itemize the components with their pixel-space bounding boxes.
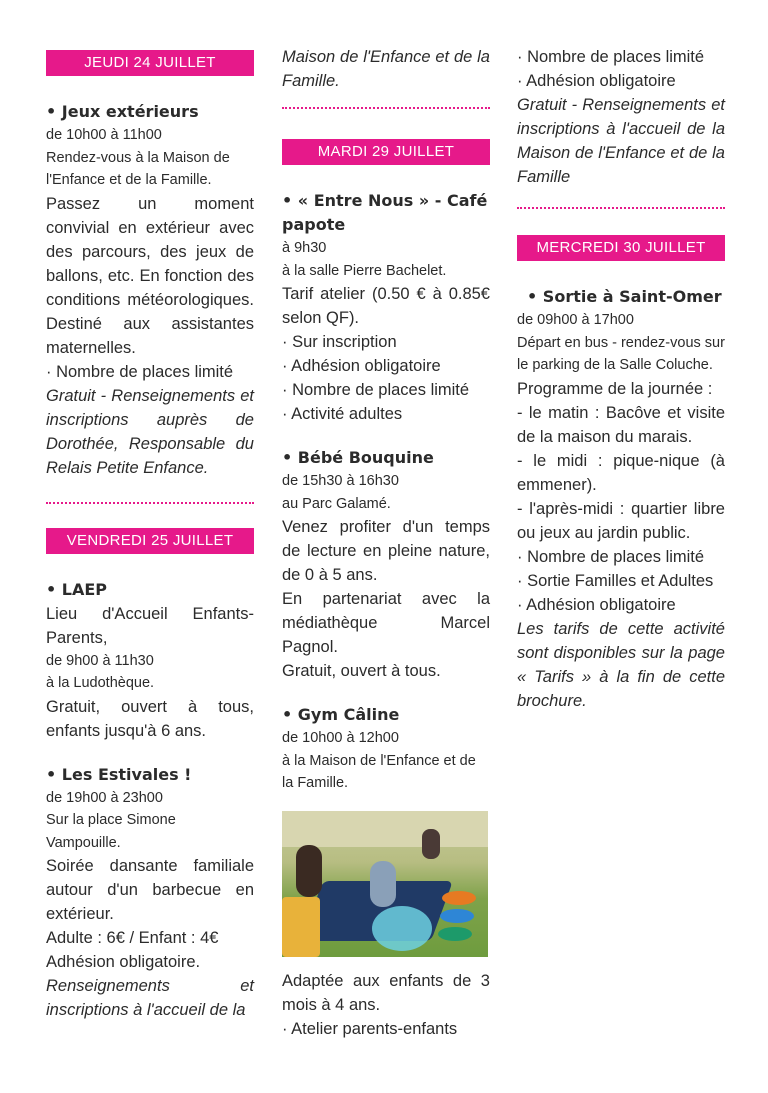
column-2	[282, 0, 490, 1041]
column-1	[46, 0, 254, 1022]
event-description: Soirée dansante familiale autour d'un barbecue en extérieur.	[46, 857, 254, 923]
event-description: Passez un moment convivial en extérieur avec des parcours, des jeux de ballons, etc. En fonction des conditions météorologiques. Destiné aux assistantes maternelles.	[46, 194, 254, 357]
event-time: de 10h00 à 12h00	[282, 730, 399, 746]
event-description: Venez profiter d'un temps de lecture en pleine nature, de 0 à 5 ans.	[282, 518, 490, 584]
event-place: à la Maison de l'Enfance et de la Famille.	[282, 752, 476, 791]
event-place: Rendez-vous à la Maison de l'Enfance et de la Famille.	[46, 149, 230, 188]
program-item: - le matin : Bacôve et visite de la maison du marais.	[517, 403, 725, 446]
event-bullet: · Nombre de places limité	[282, 381, 470, 399]
event-title: • Sortie à Saint-Omer	[527, 287, 722, 306]
event-time: de 10h00 à 11h00	[46, 127, 162, 143]
event-bullet: · Activité adultes	[282, 405, 403, 423]
event-time: de 19h00 à 23h00	[46, 789, 163, 806]
event-time: de 09h00 à 17h00	[517, 312, 634, 328]
event-title: • LAEP	[46, 579, 108, 599]
event-bullet: · Atelier parents-enfants	[282, 1019, 458, 1038]
event-description: Gratuit, ouvert à tous.	[282, 662, 441, 680]
event-bullet: · Adhésion obligatoire	[517, 595, 676, 614]
event-subtitle: Lieu d'Accueil Enfants-Parents,	[46, 604, 254, 647]
event-time: de 9h00 à 11h30	[46, 652, 154, 669]
event-bullet: · Adhésion obligatoire	[517, 72, 676, 90]
event-note: Renseignements et inscriptions à l'accueil de la	[46, 977, 254, 1019]
event-time: de 15h30 à 16h30	[282, 473, 399, 489]
column-3	[517, 0, 725, 713]
event-title: • Les Estivales !	[46, 764, 192, 784]
event-price: Adulte : 6€ / Enfant : 4€	[46, 929, 219, 947]
day-header-mercredi: MERCREDI 30 JUILLET	[517, 235, 725, 261]
event-title: • Bébé Bouquine	[282, 448, 434, 467]
event-bullet: · Nombre de places limité	[46, 362, 234, 381]
continued-text: Maison de l'Enfance et de la Famille.	[282, 48, 490, 90]
event-note: Gratuit - Renseignements et inscriptions auprès de Dorothée, Responsable du Relais Petite Enfance.	[46, 386, 254, 477]
program-heading: Programme de la journée :	[517, 379, 713, 398]
event-bullet: · Adhésion obligatoire	[282, 357, 441, 375]
day-header-vendredi: VENDREDI 25 JUILLET	[46, 528, 254, 554]
day-header-jeudi: JEUDI 24 JUILLET	[46, 50, 254, 76]
event-description: En partenariat avec la médiathèque Marcel Pagnol.	[282, 590, 490, 656]
day-header-mardi: MARDI 29 JUILLET	[282, 139, 490, 165]
event-title: • Gym Câline	[282, 705, 400, 724]
event-title: • « Entre Nous » - Café papote	[282, 191, 488, 234]
event-place: au Parc Galamé.	[282, 495, 391, 512]
event-bullet: · Sur inscription	[282, 333, 397, 351]
event-time: à 9h30	[282, 240, 327, 256]
program-item: - l'après-midi : quartier libre ou jeux au jardin public.	[517, 499, 725, 542]
event-bullet: · Nombre de places limité	[517, 547, 705, 566]
event-title: • Jeux extérieurs	[46, 102, 199, 121]
event-place: Départ en bus - rendez-vous sur le parking de la Salle Coluche.	[517, 334, 725, 373]
event-adhesion: Adhésion obligatoire.	[46, 953, 201, 971]
event-description: Gratuit, ouvert à tous, enfants jusqu'à 6 ans.	[46, 697, 254, 740]
event-description: Tarif atelier (0.50 € à 0.85€ selon QF).	[282, 285, 490, 327]
event-description: Adaptée aux enfants de 3 mois à 4 ans.	[282, 971, 490, 1014]
event-place: à la salle Pierre Bachelet.	[282, 262, 447, 279]
program-item: - le midi : pique-nique (à emmener).	[517, 451, 725, 494]
event-note: Gratuit - Renseignements et inscriptions à l'accueil de la Maison de l'Enfance et de la Famille	[517, 96, 725, 186]
activity-photo	[282, 811, 488, 957]
event-place: à la Ludothèque.	[46, 675, 155, 691]
event-bullet: · Nombre de places limité	[517, 48, 705, 66]
event-bullet: · Sortie Familles et Adultes	[517, 571, 714, 590]
event-place: Sur la place Simone Vampouille.	[46, 812, 176, 851]
event-note: Les tarifs de cette activité sont disponibles sur la page « Tarifs » à la fin de cette brochure.	[517, 619, 725, 710]
